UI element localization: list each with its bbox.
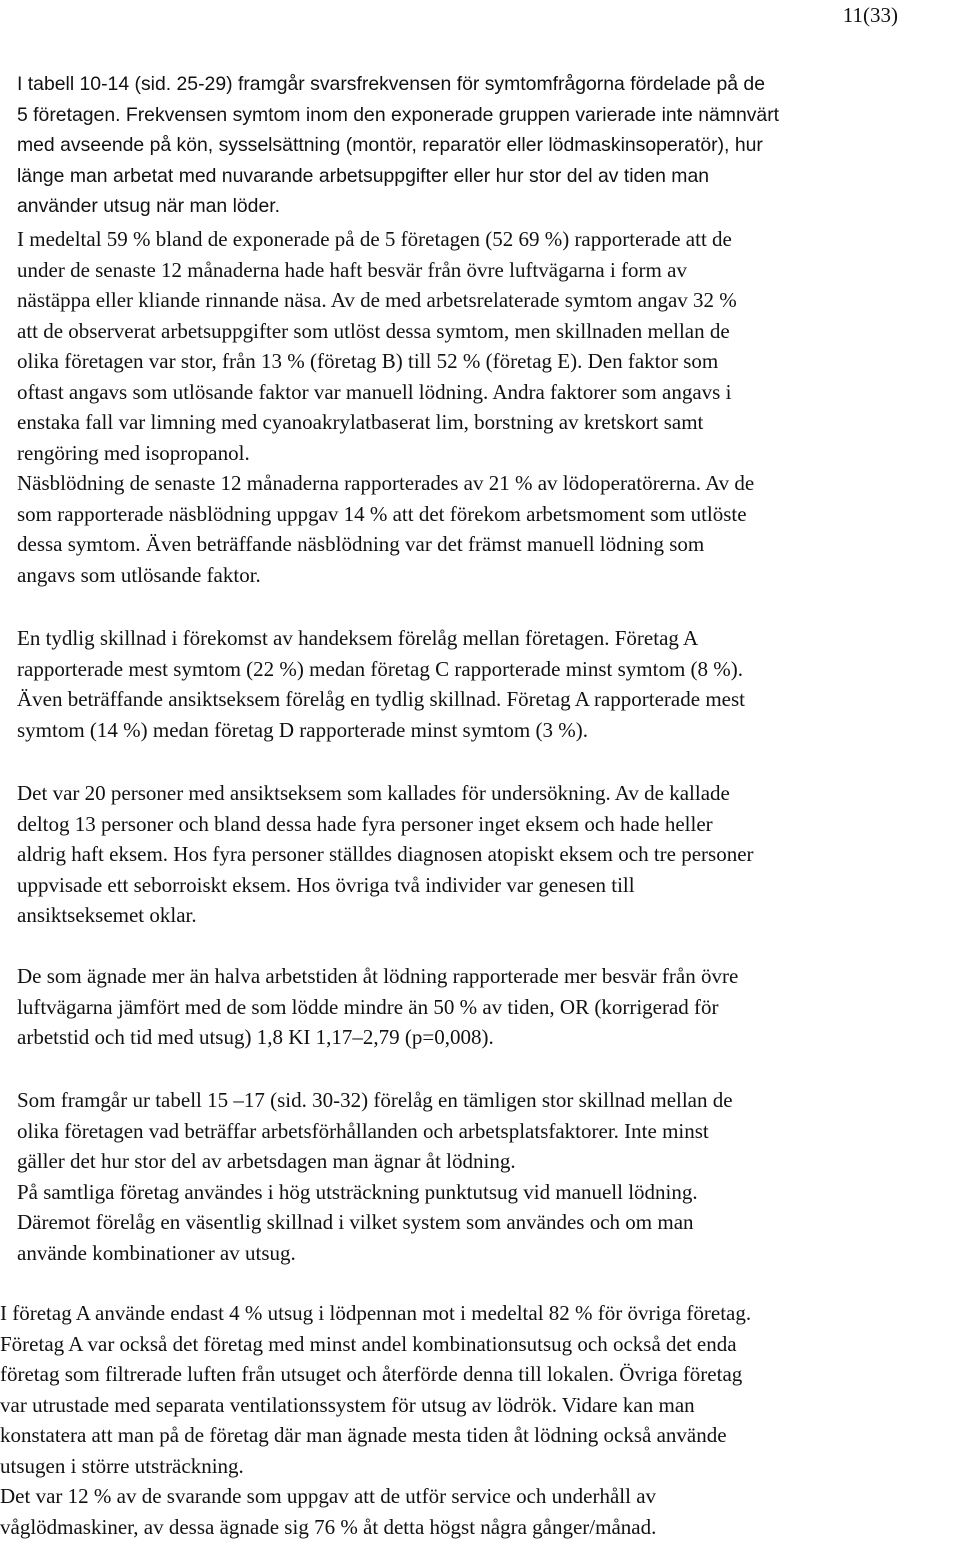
text-line: I medeltal 59 % bland de exponerade på de 5 företagen (52 69 %) rapporterade att de (17, 227, 732, 251)
text-line: företag som filtrerade luften från utsuget och återförde denna till lokalen. Övriga företag (0, 1362, 743, 1386)
text-line: använde kombinationer av utsug. (17, 1240, 296, 1265)
text-line: Även beträffande ansiktseksem förelåg en tydlig skillnad. Företag A rapporterade mest (17, 687, 745, 711)
text-line: Det var 20 personer med ansiktseksem som kallades för undersökning. Av de kallade (17, 781, 730, 805)
text-line: rapporterade mest symtom (22 %) medan företag C rapporterade minst symtom (8 %). (17, 656, 744, 681)
text-line: Företag A var också det företag med minst andel kombinationsutsug och också det enda (0, 1331, 737, 1356)
text-line: nästäppa eller kliande rinnande näsa. Av de med arbetsrelaterade symtom angav 32 % (17, 288, 737, 312)
text-line: att de observerat arbetsuppgifter som utlöst dessa symtom, men skillnaden mellan de (17, 318, 730, 343)
page-number: 11(33) (842, 3, 898, 27)
text-line: utsugen i större utsträckning. (0, 1453, 244, 1478)
text-line: använder utsug när man löder. (17, 195, 281, 217)
text-line: med avseende på kön, sysselsättning (montör, reparatör eller lödmaskinsoperatör), hur (17, 134, 763, 156)
text-line: 5 företagen. Frekvensen symtom inom den exponerade gruppen varierade inte nämnvärt (17, 103, 780, 126)
text-line: olika företagen vad beträffar arbetsförhållanden och arbetsplatsfaktorer. Inte minst (17, 1118, 709, 1143)
text-line: Det var 12 % av de svarande som uppgav att de utför service och underhåll av (0, 1484, 657, 1508)
text-line: I tabell 10-14 (sid. 25-29) framgår svarsfrekvensen för symtomfrågorna fördelade på de (17, 73, 765, 95)
text-line: konstatera att man på de företag där man ägnade mesta tiden åt lödning också använde (0, 1423, 727, 1447)
paragraph-working-conditions (17, 1085, 733, 1268)
text-line: angavs som utlösande faktor. (17, 562, 261, 587)
text-line: De som ägnade mer än halva arbetstiden åt lödning rapporterade mer besvär från övre (17, 964, 739, 988)
text-line: aldrig haft eksem. Hos fyra personer ställdes diagnosen atopiskt eksem och tre personer (17, 842, 754, 866)
text-line: I företag A använde endast 4 % utsug i lödpennan mot i medeltal 82 % för övriga företag. (0, 1301, 752, 1325)
paragraph-facial-eczema-examination (17, 778, 754, 931)
text-line: oftast angavs som utlösande faktor var manuell lödning. Andra faktorer som angavs i (17, 379, 732, 404)
text-line: rengöring med isopropanol. (17, 440, 250, 465)
text-line: Näsblödning de senaste 12 månaderna rapporterades av 21 % av lödoperatörerna. Av de (17, 471, 755, 495)
paragraph-upper-airways (17, 224, 754, 590)
text-line: enstaka fall var limning med cyanoakrylatbaserat lim, borstning av kretskort samt (17, 410, 704, 434)
text-line: våglödmaskiner, av dessa ägnade sig 76 % åt detta högst några gånger/månad. (0, 1514, 657, 1539)
text-line: länge man arbetat med nuvarande arbetsuppgifter eller hur stor del av tiden man (17, 164, 710, 187)
text-line: symtom (14 %) medan företag D rapporterade minst symtom (3 %). (17, 717, 588, 742)
text-line: uppvisade ett seborroiskt eksem. Hos övriga två individer var genesen till (17, 872, 635, 897)
text-line: Som framgår ur tabell 15 –17 (sid. 30-32) förelåg en tämligen stor skillnad mellan de (17, 1088, 733, 1112)
text-line: En tydlig skillnad i förekomst av handeksem förelåg mellan företagen. Företag A (17, 626, 699, 650)
text-line: under de senaste 12 månaderna hade haft besvär från övre luftvägarna i form av (17, 257, 687, 282)
text-line: deltog 13 personer och bland dessa hade fyra personer inget eksem och hade heller (17, 811, 713, 836)
text-line: ansiktseksemet oklar. (17, 903, 197, 927)
text-line: dessa symtom. Även beträffande näsblödning var det främst manuell lödning som (17, 532, 705, 556)
text-line: gäller det hur stor del av arbetsdagen man ägnar åt lödning. (17, 1149, 516, 1173)
text-line: arbetstid och tid med utsug) 1,8 KI 1,17–2,79 (p=0,008). (17, 1025, 494, 1049)
paragraph-extraction-systems (0, 1298, 751, 1542)
text-line: luftvägarna jämfört med de som lödde mindre än 50 % av tiden, OR (korrigerad för (17, 994, 719, 1019)
paragraph-symptom-frequency (17, 69, 779, 222)
paragraph-soldering-time (17, 961, 738, 1053)
paragraph-eczema-differences (17, 623, 745, 745)
text-line: som rapporterade näsblödning uppgav 14 % att det förekom arbetsmoment som utlöste (17, 501, 747, 526)
text-line: olika företagen var stor, från 13 % (företag B) till 52 % (företag E). Den faktor som (17, 349, 719, 373)
text-line: Däremot förelåg en väsentlig skillnad i vilket system som användes och om man (17, 1210, 694, 1234)
text-line: På samtliga företag användes i hög utsträckning punktutsug vid manuell lödning. (17, 1179, 698, 1204)
text-line: var utrustade med separata ventilationssystem för utsug av lödrök. Vidare kan man (0, 1392, 695, 1417)
